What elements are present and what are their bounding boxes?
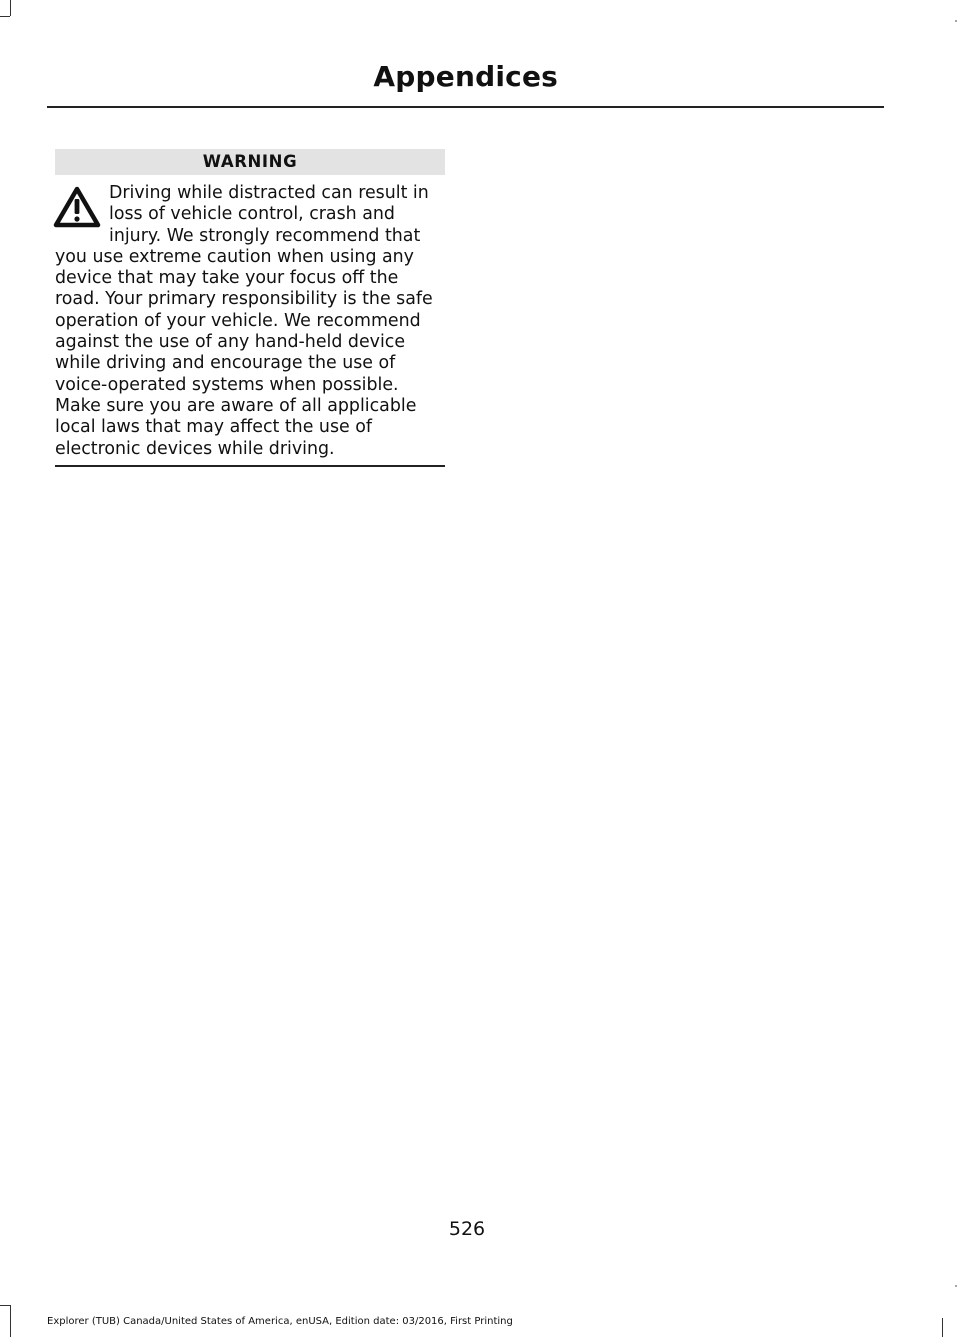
crop-mark (10, 0, 11, 16)
edition-line: Explorer (TUB) Canada/United States of America, enUSA, Edition date: 03/2016, First Printing (47, 1316, 513, 1327)
crop-mark (10, 1305, 11, 1337)
crop-mark (0, 1305, 10, 1306)
page-title: Appendices (373, 60, 558, 93)
registration-dot (955, 20, 957, 22)
warning-divider (55, 465, 445, 467)
page-number: 526 (448, 1218, 486, 1240)
crop-mark (0, 16, 10, 17)
warning-box (55, 149, 445, 460)
crop-mark (942, 1318, 943, 1337)
header-divider (47, 106, 884, 108)
warning-heading: WARNING (55, 149, 445, 175)
registration-dot (955, 1285, 957, 1287)
warning-body (55, 183, 445, 460)
warning-triangle-icon (53, 185, 101, 229)
warning-text: Driving while distracted can result in loss of vehicle control, crash and injury. We strongly recommend that you use extreme caution when using any device that may take your focus off the road. Your primary responsibility is the safe operation of your vehicle. We recommend against the use of any hand-held device while driving and encourage the use of voice-operated systems when possible. Make sure you are aware of all applicable local laws that may affect the use of electronic devices while driving. (55, 183, 433, 459)
